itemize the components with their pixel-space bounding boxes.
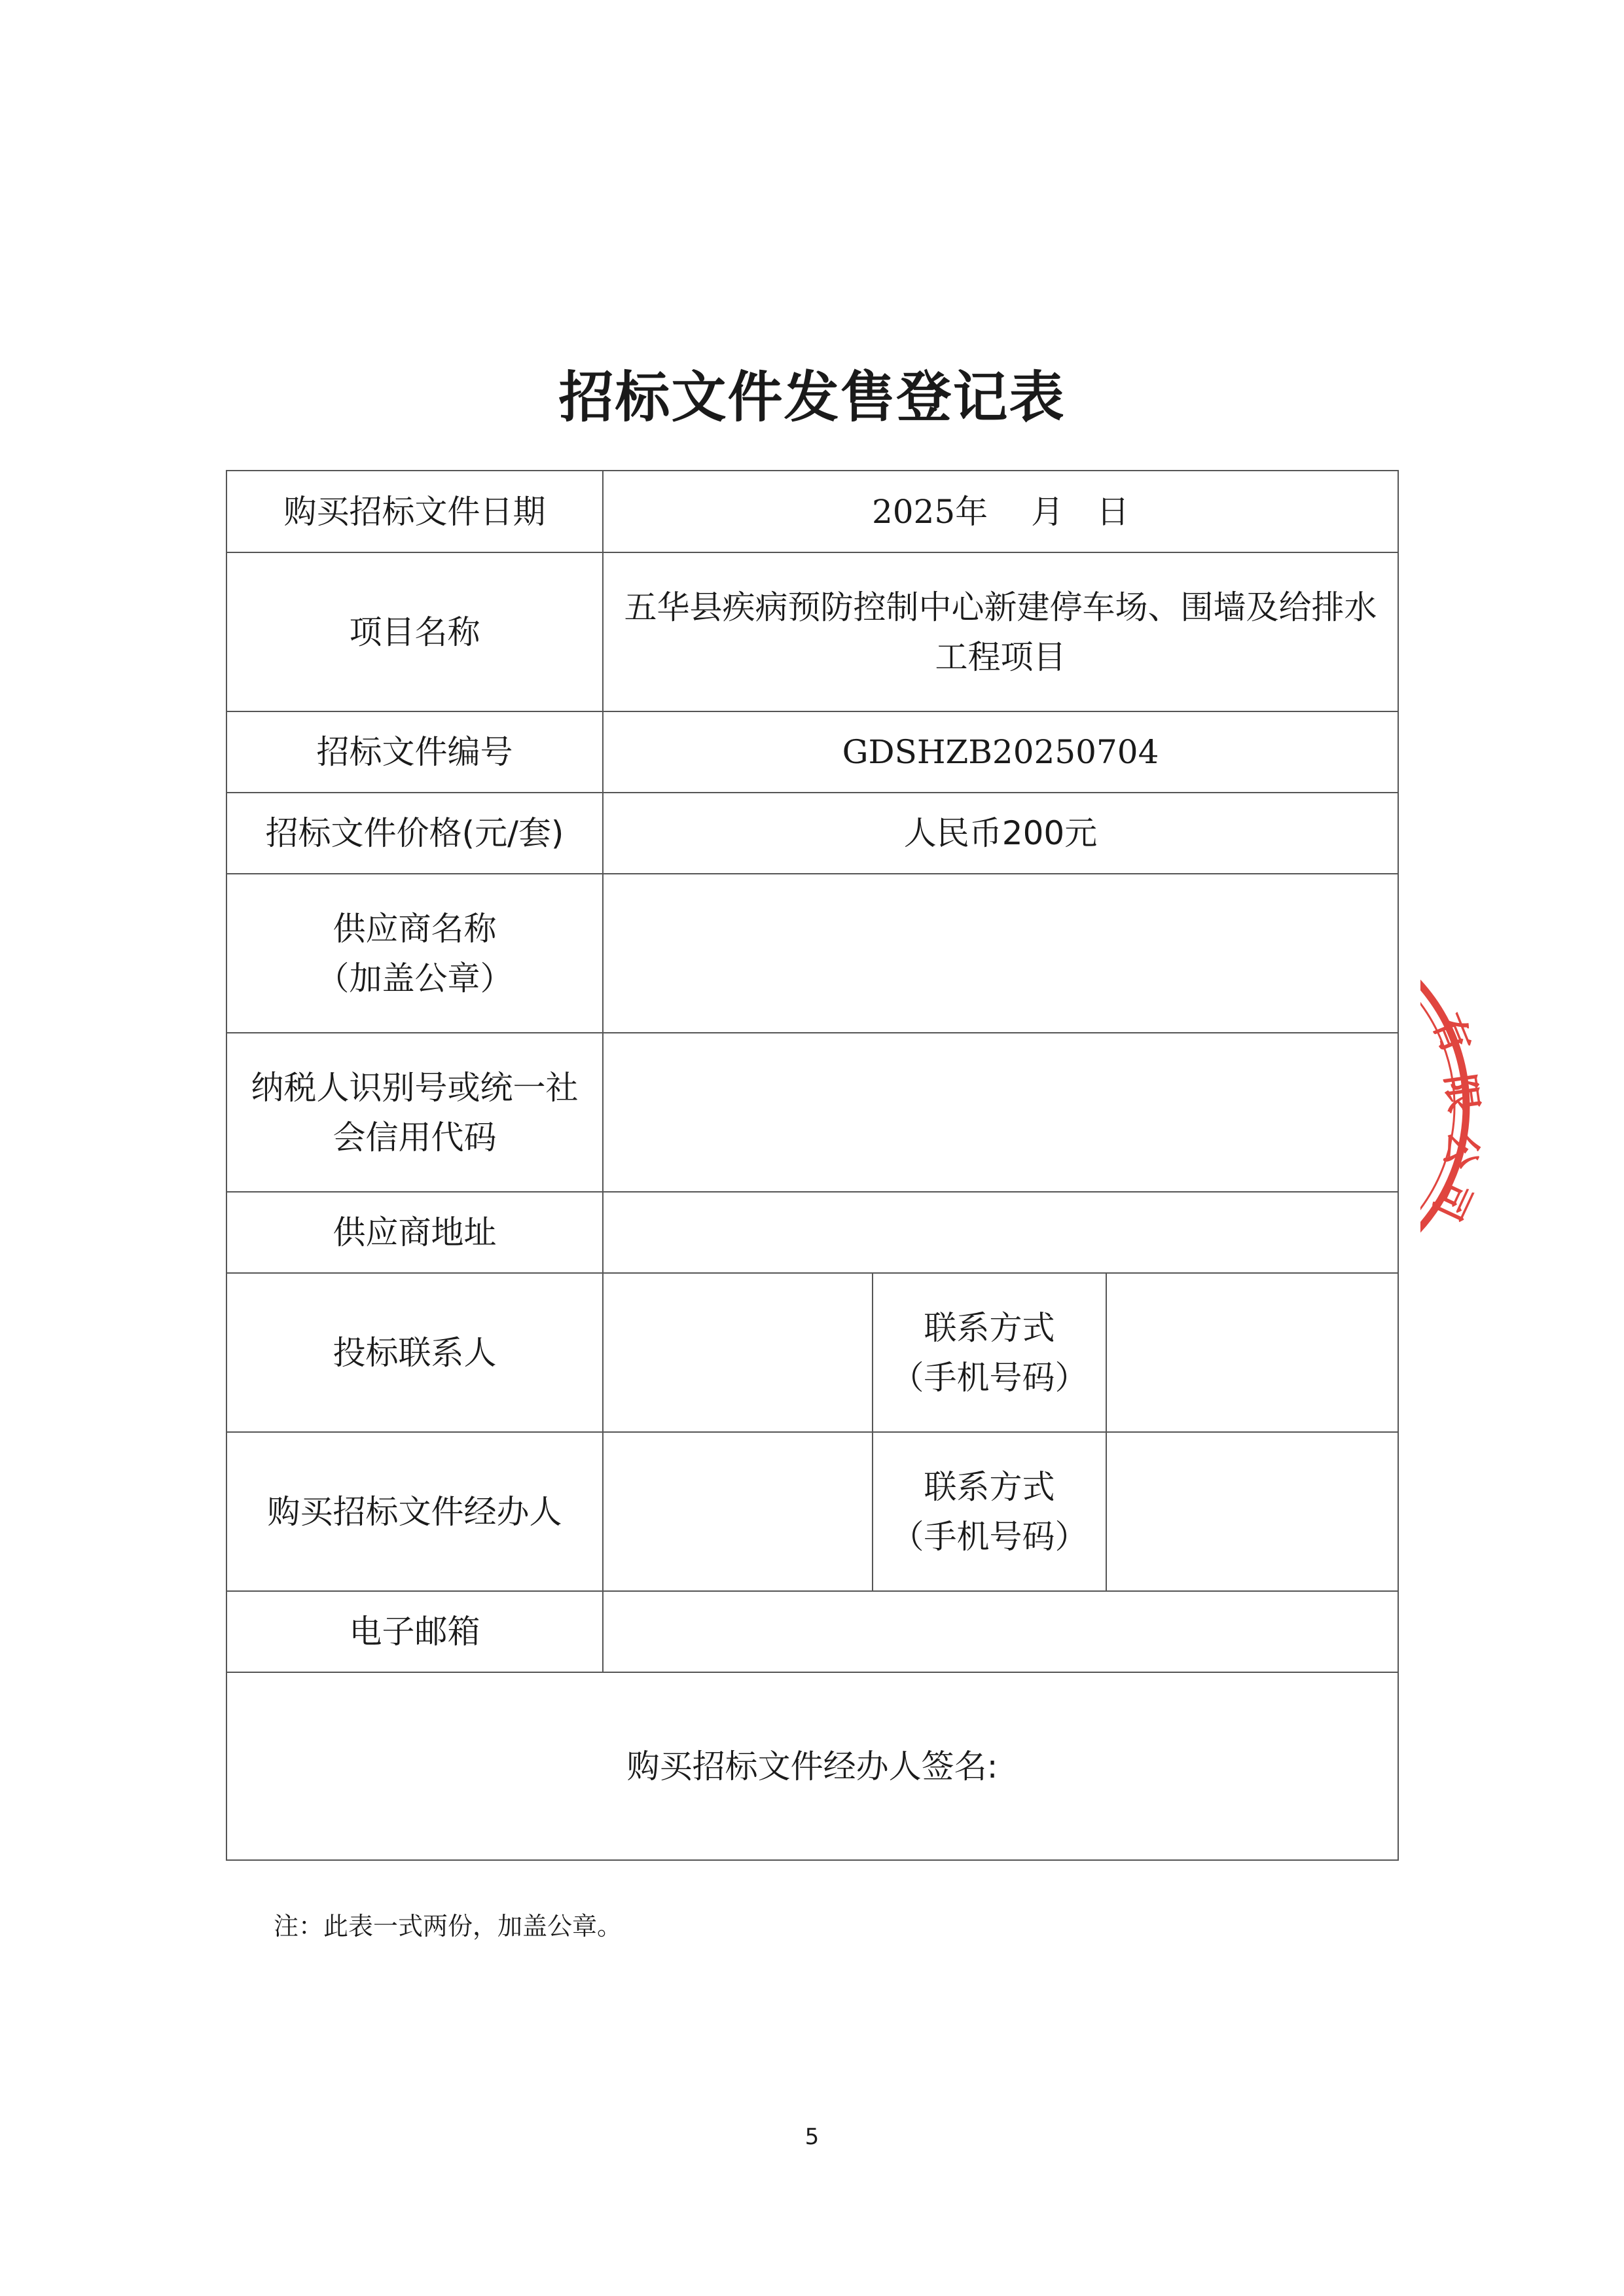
footnote: 注：此表一式两份，加盖公章。 [274,1912,623,1941]
doc-price-value: 人民币200元 [603,793,1398,874]
project-name-label: 项目名称 [226,552,603,711]
bid-contact-phone-field[interactable] [1106,1273,1398,1432]
supplier-name-field[interactable] [603,874,1398,1033]
project-name-value: 五华县疾病预防控制中心新建停车场、围墙及给排水工程项目 [603,552,1398,711]
row-purchaser [226,1432,1398,1591]
signature-field[interactable]: 购买招标文件经办人签名: [226,1672,1398,1860]
bid-contact-phone-label-line2: （手机号码） [891,1358,1088,1397]
bid-contact-phone-label [873,1273,1106,1432]
purchaser-phone-label-line2: （手机号码） [891,1517,1088,1556]
purchaser-phone-label-line1: 联系方式 [924,1467,1055,1506]
tax-id-field[interactable] [603,1033,1398,1192]
email-field[interactable] [603,1591,1398,1672]
seal-char-2: 限 [1437,1071,1487,1115]
seal-icon [1420,962,1519,1250]
row-supplier-address [226,1192,1398,1273]
supplier-name-label-line1: 供应商名称 [333,909,497,948]
row-signature [226,1672,1398,1860]
purchase-date-value[interactable]: 2025年 月 日 [603,471,1398,552]
tax-id-label: 纳税人识别号或统一社会信用代码 [226,1033,603,1192]
purchaser-phone-label [873,1432,1106,1591]
row-bid-contact [226,1273,1398,1432]
bid-contact-label: 投标联系人 [226,1273,603,1432]
supplier-address-label: 供应商地址 [226,1192,603,1273]
purchaser-label: 购买招标文件经办人 [226,1432,603,1591]
row-supplier-name [226,874,1398,1033]
doc-number-label: 招标文件编号 [226,711,603,793]
row-doc-number [226,711,1398,793]
row-email [226,1591,1398,1672]
doc-price-label: 招标文件价格(元/套) [226,793,603,874]
seal-char-4: 司 [1424,1174,1481,1227]
supplier-address-field[interactable] [603,1192,1398,1273]
seal-char-3: 公 [1436,1127,1487,1173]
page-number: 5 [804,2124,820,2150]
supplier-name-label [226,874,603,1033]
purchase-date-label: 购买招标文件日期 [226,471,603,552]
purchaser-phone-field[interactable] [1106,1432,1398,1591]
bid-contact-field[interactable] [603,1273,873,1432]
email-label: 电子邮箱 [226,1591,603,1672]
row-tax-id [226,1033,1398,1192]
purchaser-field[interactable] [603,1432,873,1591]
bid-contact-phone-label-line1: 联系方式 [924,1308,1055,1347]
row-project-name [226,552,1398,711]
doc-number-value: GDSHZB20250704 [603,711,1398,793]
supplier-name-label-line2: （加盖公章） [316,959,513,997]
row-doc-price [226,793,1398,874]
form-title: 招标文件发售登记表 [558,365,1066,429]
registration-table [226,470,1399,1861]
seal-char-1: 有 [1424,1007,1480,1060]
company-seal [1420,962,1519,1250]
row-purchase-date [226,471,1398,552]
